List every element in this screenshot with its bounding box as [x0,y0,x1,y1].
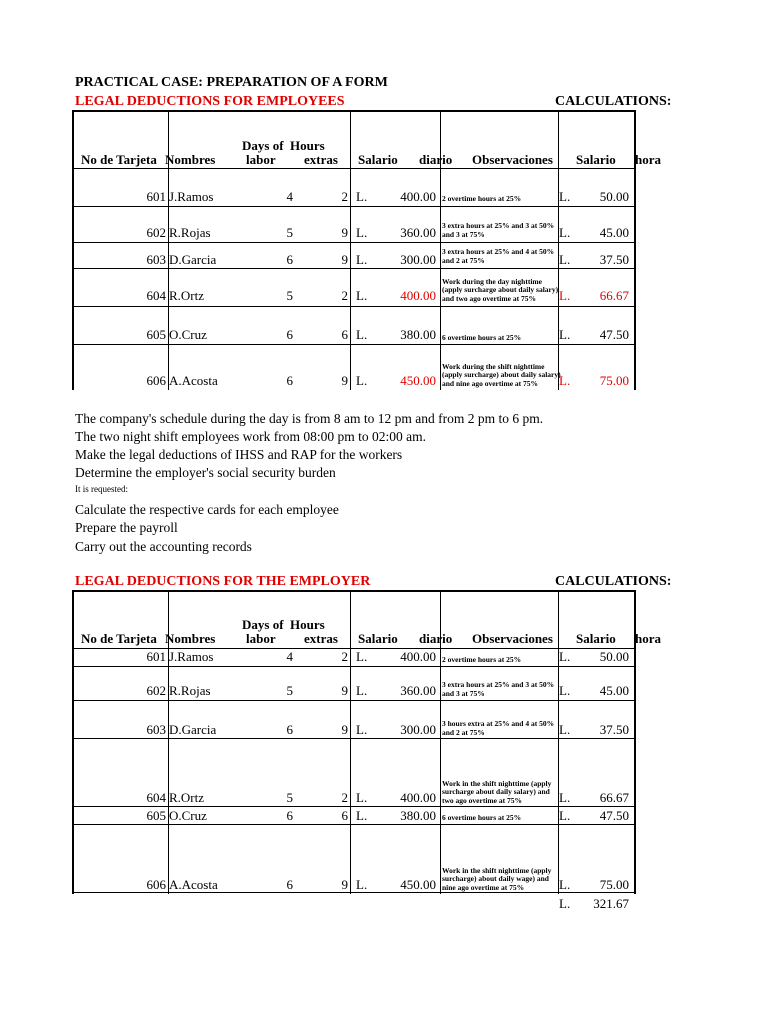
hourly-salary: 47.50 [599,808,629,823]
employee-name: D.Garcia [169,252,217,267]
hourly-salary: 50.00 [599,189,629,204]
card-number: 605 [146,327,166,342]
hourly-salary: 75.00 [599,877,629,892]
card-number: 601 [146,649,166,664]
header-hours: Hours [290,138,325,153]
burden-text: Determine the employer's social security burden [75,465,336,480]
header2-card: No de Tarjeta [81,631,157,646]
header2-hours: Hours [290,617,325,632]
hourly-salary: 45.00 [599,683,629,698]
hourly-currency: L. [559,288,571,303]
header-names: Nombres [165,152,216,167]
extra-hours: 9 [341,722,348,737]
header2-salary2: Salario [576,631,616,646]
card-number: 604 [146,288,166,303]
hourly-salary: 37.50 [599,252,629,267]
daily-salary: 300.00 [400,722,436,737]
hourly-currency: L. [559,225,571,240]
salary-currency: L. [356,683,368,698]
employee-name: A.Acosta [169,373,218,388]
hourly-currency: L. [559,808,571,823]
days-worked: 6 [286,252,293,267]
calculations-label-1: CALCULATIONS: [555,94,672,109]
hourly-currency: L. [559,327,571,342]
salary-currency: L. [356,288,368,303]
card-number: 603 [146,252,166,267]
request-3: Carry out the accounting records [75,539,252,554]
hourly-currency: L. [559,683,571,698]
extra-hours: 6 [341,808,348,823]
night-shift-text: The two night shift employees work from 08:00 pm to 02:00 am. [75,429,426,444]
card-number: 606 [146,373,166,388]
header2-names: Nombres [165,631,216,646]
observation-note: 3 extra hours at 25% and 4 at 50% and 2 at 75% [442,247,555,265]
observation-note: 2 overtime hours at 25% [442,193,522,203]
card-number: 605 [146,808,166,823]
employee-name: R.Rojas [169,683,211,698]
observation-note: Work during the shift nighttime (apply surcharge) about daily salary) and nine ago overtime at 75% [442,361,561,388]
card-number: 602 [146,225,166,240]
hourly-salary: 37.50 [599,722,629,737]
header-card: No de Tarjeta [81,152,157,167]
observation-note: Work during the day nighttime (apply surcharge about daily salary) and two ago overtime at 75% [442,276,559,303]
schedule-text: The company's schedule during the day is from 8 am to 12 pm and from 2 pm to 6 pm. [75,411,544,426]
calculations-label-2: CALCULATIONS: [555,574,672,589]
days-worked: 6 [286,877,293,892]
salary-currency: L. [356,790,368,805]
extra-hours: 9 [341,877,348,892]
header2-days: Days of [242,617,284,632]
employee-name: J.Ramos [169,189,214,204]
daily-salary: 300.00 [400,252,436,267]
observation-note: Work in the shift nighttime (apply surcharge about daily salary) and two ago overtime at 75% [442,778,552,805]
card-number: 601 [146,189,166,204]
extra-hours: 9 [341,373,348,388]
extra-hours: 2 [341,189,348,204]
salary-currency: L. [356,373,368,388]
salary-currency: L. [356,327,368,342]
salary-currency: L. [356,189,368,204]
header2-salary: Salario [358,631,398,646]
header2-obs: Observaciones [472,631,553,646]
hourly-currency: L. [559,722,571,737]
requested-label: It is requested: [75,484,128,494]
salary-currency: L. [356,808,368,823]
days-worked: 5 [286,790,293,805]
extra-hours: 9 [341,683,348,698]
section1-title: LEGAL DEDUCTIONS FOR EMPLOYEES [75,94,345,109]
hourly-currency: L. [559,649,571,664]
employee-name: O.Cruz [169,808,207,823]
salary-currency: L. [356,225,368,240]
hourly-salary: 66.67 [599,288,629,303]
daily-salary: 360.00 [400,225,436,240]
header2-days2: labor [246,631,276,646]
header-hours2: extras [304,152,338,167]
daily-salary: 380.00 [400,327,436,342]
card-number: 606 [146,877,166,892]
hourly-currency: L. [559,373,571,388]
daily-salary: 450.00 [400,877,436,892]
hourly-currency: L. [559,189,571,204]
salary-currency: L. [356,649,368,664]
header-obs: Observaciones [472,152,553,167]
total-currency: L. [559,896,571,911]
hourly-currency: L. [559,252,571,267]
employee-name: R.Ortz [169,288,205,303]
card-number: 602 [146,683,166,698]
employee-name: R.Rojas [169,225,211,240]
observation-note: 6 overtime hours at 25% [442,332,522,342]
deductions-text: Make the legal deductions of IHSS and RAP for the workers [75,447,403,462]
days-worked: 6 [286,722,293,737]
hourly-salary: 47.50 [599,327,629,342]
daily-salary: 380.00 [400,808,436,823]
header-salary: Salario [358,152,398,167]
days-worked: 4 [286,189,293,204]
observation-note: Work in the shift nighttime (apply surcharge) about daily wage) and nine ago overtime at 75% [442,865,552,892]
hourly-currency: L. [559,877,571,892]
total-value: 321.67 [593,896,629,911]
extra-hours: 6 [341,327,348,342]
page-title: PRACTICAL CASE: PREPARATION OF A FORM [75,75,388,90]
salary-currency: L. [356,877,368,892]
header2-hours2: extras [304,631,338,646]
header-days2: labor [246,152,276,167]
salary-currency: L. [356,252,368,267]
header2-daily: diario [419,631,453,646]
hourly-currency: L. [559,790,571,805]
observation-note: 3 hours extra at 25% and 4 at 50% and 2 at 75% [442,719,555,737]
days-worked: 6 [286,808,293,823]
extra-hours: 2 [341,649,348,664]
extra-hours: 2 [341,288,348,303]
card-number: 603 [146,722,166,737]
employee-name: J.Ramos [169,649,214,664]
hourly-salary: 66.67 [599,790,629,805]
header-days: Days of [242,138,284,153]
observation-note: 6 overtime hours at 25% [442,812,522,822]
days-worked: 5 [286,225,293,240]
extra-hours: 2 [341,790,348,805]
days-worked: 5 [286,683,293,698]
days-worked: 6 [286,327,293,342]
card-number: 604 [146,790,166,805]
header2-hour: hora [635,631,661,646]
days-worked: 5 [286,288,293,303]
days-worked: 4 [286,649,293,664]
employee-name: D.Garcia [169,722,217,737]
daily-salary: 400.00 [400,288,436,303]
employee-name: O.Cruz [169,327,207,342]
hourly-salary: 50.00 [599,649,629,664]
observation-note: 3 extra hours at 25% and 3 at 50% and 3 at 75% [442,680,555,698]
days-worked: 6 [286,373,293,388]
extra-hours: 9 [341,225,348,240]
employee-name: A.Acosta [169,877,218,892]
employee-name: R.Ortz [169,790,205,805]
request-2: Prepare the payroll [75,520,178,535]
salary-currency: L. [356,722,368,737]
request-1: Calculate the respective cards for each employee [75,502,339,517]
header-hour: hora [635,152,661,167]
daily-salary: 400.00 [400,189,436,204]
section2-title: LEGAL DEDUCTIONS FOR THE EMPLOYER [75,574,371,589]
daily-salary: 400.00 [400,649,436,664]
daily-salary: 400.00 [400,790,436,805]
observation-note: 2 overtime hours at 25% [442,654,522,664]
hourly-salary: 75.00 [599,373,629,388]
header-daily: diario [419,152,453,167]
observation-note: 3 extra hours at 25% and 3 at 50% and 3 at 75% [442,221,555,239]
daily-salary: 450.00 [400,373,436,388]
header-salary2: Salario [576,152,616,167]
extra-hours: 9 [341,252,348,267]
daily-salary: 360.00 [400,683,436,698]
hourly-salary: 45.00 [599,225,629,240]
